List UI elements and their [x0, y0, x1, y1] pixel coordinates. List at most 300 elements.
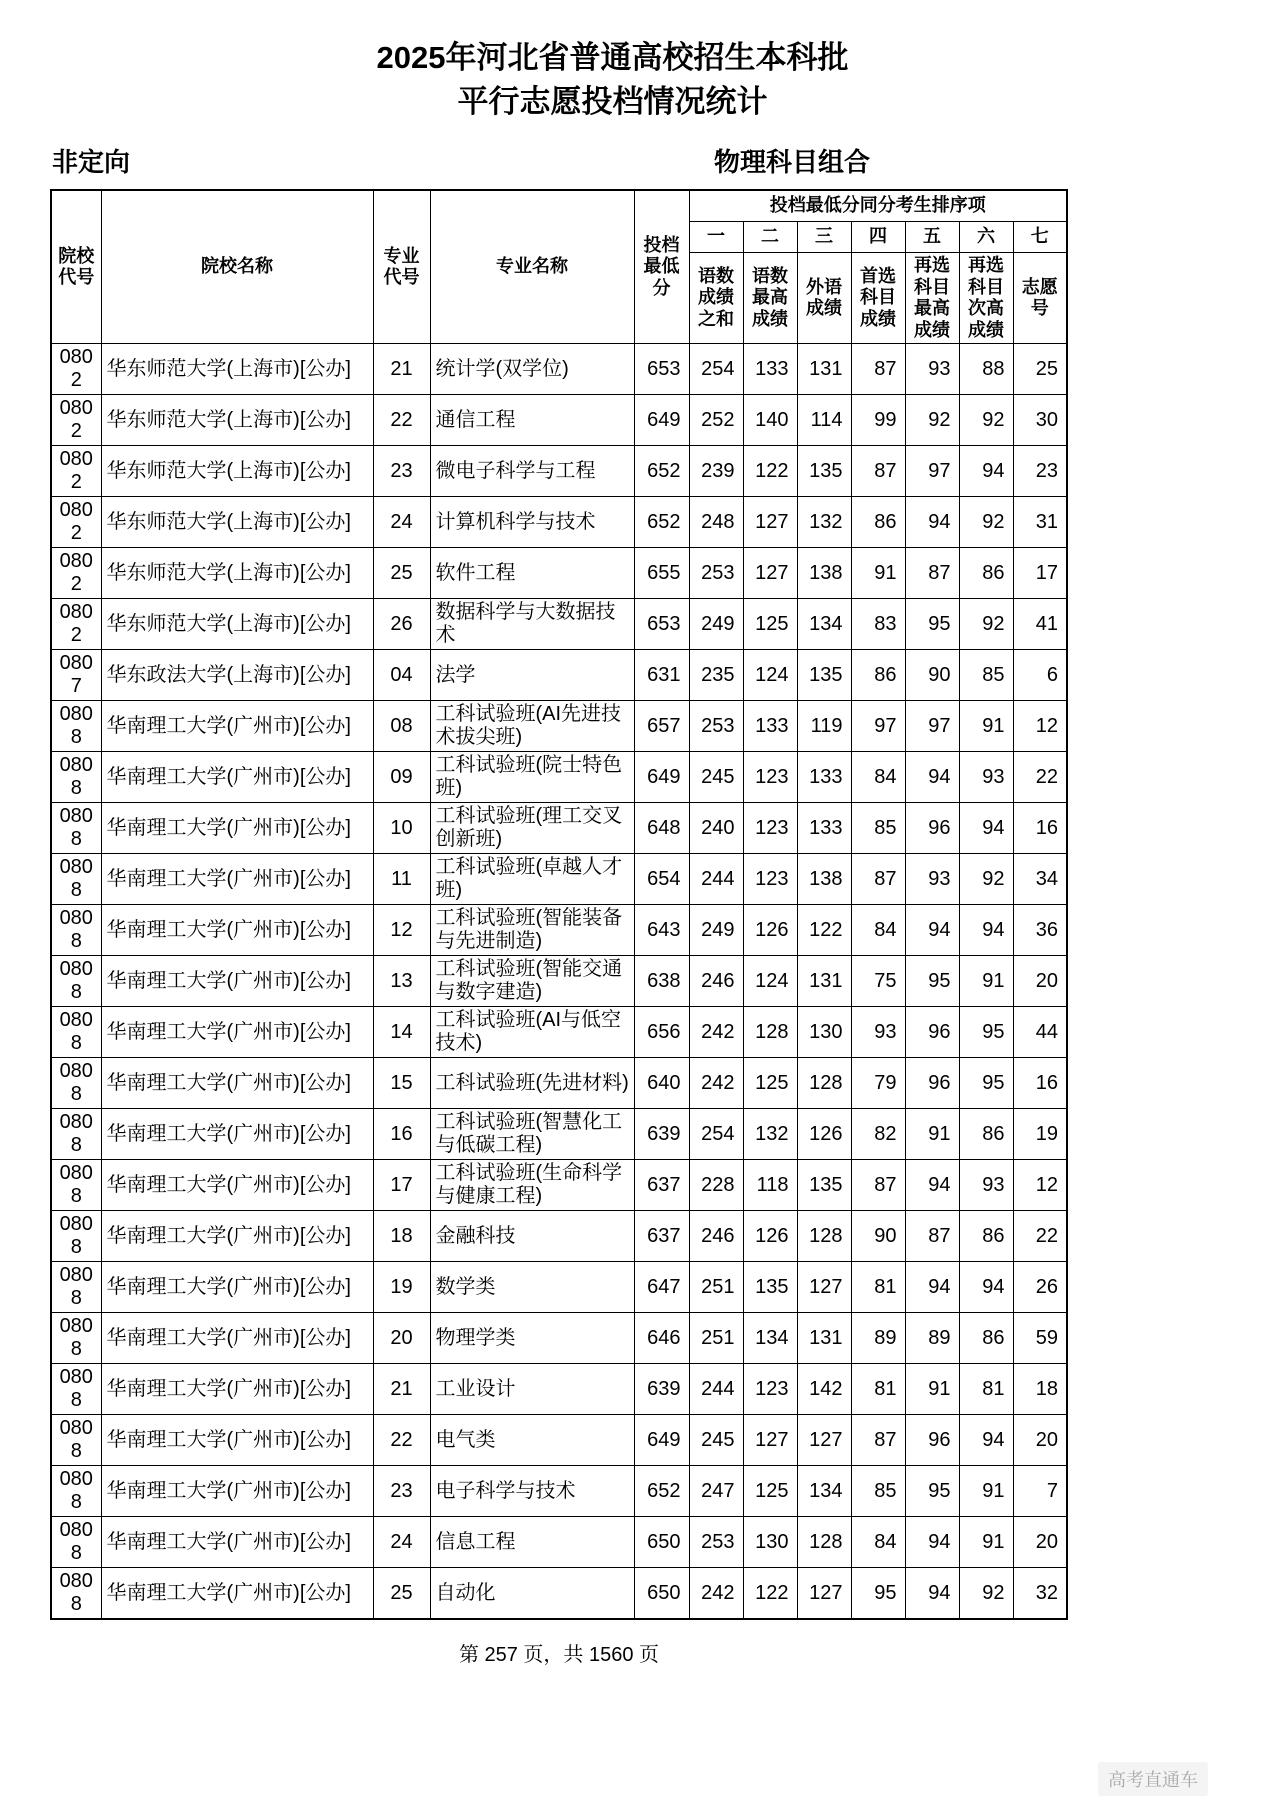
cell-tiebreak-6: 93 [959, 1160, 1013, 1211]
cell-tiebreak-3: 128 [797, 1058, 851, 1109]
cell-min-score: 655 [634, 548, 689, 599]
cell-tiebreak-6: 81 [959, 1364, 1013, 1415]
cell-tiebreak-5: 95 [905, 1466, 959, 1517]
cell-min-score: 637 [634, 1211, 689, 1262]
cell-tiebreak-7: 7 [1013, 1466, 1067, 1517]
cell-college-code: 0808 [51, 956, 101, 1007]
cell-min-score: 643 [634, 905, 689, 956]
cell-college-code: 0808 [51, 1058, 101, 1109]
cell-major-name: 工科试验班(AI先进技术拔尖班) [430, 701, 634, 752]
cell-tiebreak-4: 99 [851, 395, 905, 446]
cell-tiebreak-5: 87 [905, 548, 959, 599]
cell-college-name: 华南理工大学(广州市)[公办] [101, 752, 373, 803]
cell-major-code: 19 [373, 1262, 430, 1313]
cell-college-code: 0808 [51, 905, 101, 956]
cell-tiebreak-2: 133 [743, 344, 797, 395]
cell-tiebreak-3: 127 [797, 1262, 851, 1313]
cell-tiebreak-6: 95 [959, 1007, 1013, 1058]
cell-college-name: 华东师范大学(上海市)[公办] [101, 395, 373, 446]
cell-college-name: 华东师范大学(上海市)[公办] [101, 344, 373, 395]
cell-tiebreak-6: 91 [959, 956, 1013, 1007]
cell-college-code: 0808 [51, 1313, 101, 1364]
cell-college-code: 0808 [51, 1517, 101, 1568]
cell-tiebreak-5: 94 [905, 905, 959, 956]
cell-tiebreak-7: 44 [1013, 1007, 1067, 1058]
table-row [51, 650, 1067, 701]
cell-tiebreak-5: 91 [905, 1109, 959, 1160]
cell-major-code: 17 [373, 1160, 430, 1211]
table-row [51, 752, 1067, 803]
cell-tiebreak-7: 32 [1013, 1568, 1067, 1620]
cell-college-name: 华南理工大学(广州市)[公办] [101, 1364, 373, 1415]
cell-major-name: 工科试验班(智能装备与先进制造) [430, 905, 634, 956]
header-major-code: 专业代号 [373, 190, 430, 344]
cell-tiebreak-7: 20 [1013, 956, 1067, 1007]
cell-min-score: 652 [634, 1466, 689, 1517]
cell-tiebreak-3: 134 [797, 1466, 851, 1517]
cell-min-score: 653 [634, 344, 689, 395]
cell-tiebreak-7: 22 [1013, 1211, 1067, 1262]
cell-tiebreak-7: 59 [1013, 1313, 1067, 1364]
table-row [51, 599, 1067, 650]
cell-tiebreak-4: 82 [851, 1109, 905, 1160]
cell-tiebreak-3: 138 [797, 548, 851, 599]
cell-major-name: 金融科技 [430, 1211, 634, 1262]
watermark: 高考直通车 [1098, 1762, 1208, 1796]
cell-tiebreak-2: 123 [743, 752, 797, 803]
cell-tiebreak-2: 123 [743, 1364, 797, 1415]
cell-tiebreak-2: 132 [743, 1109, 797, 1160]
cell-major-name: 工科试验班(院士特色班) [430, 752, 634, 803]
table-row [51, 905, 1067, 956]
cell-tiebreak-5: 91 [905, 1364, 959, 1415]
cell-tiebreak-3: 133 [797, 803, 851, 854]
cell-major-code: 18 [373, 1211, 430, 1262]
table-row [51, 395, 1067, 446]
cell-min-score: 638 [634, 956, 689, 1007]
cell-tiebreak-5: 95 [905, 956, 959, 1007]
cell-tiebreak-5: 90 [905, 650, 959, 701]
cell-tiebreak-7: 20 [1013, 1415, 1067, 1466]
cell-major-name: 电子科学与技术 [430, 1466, 634, 1517]
cell-college-name: 华南理工大学(广州市)[公办] [101, 1211, 373, 1262]
cell-major-code: 20 [373, 1313, 430, 1364]
header-tiebreak-number-3: 三 [797, 222, 851, 253]
table-row [51, 548, 1067, 599]
cell-tiebreak-3: 122 [797, 905, 851, 956]
cell-tiebreak-2: 127 [743, 497, 797, 548]
cell-tiebreak-4: 84 [851, 905, 905, 956]
cell-major-name: 工科试验班(智能交通与数字建造) [430, 956, 634, 1007]
cell-tiebreak-6: 86 [959, 1211, 1013, 1262]
cell-tiebreak-1: 252 [689, 395, 743, 446]
header-min-score: 投档最低分 [634, 190, 689, 344]
cell-tiebreak-5: 94 [905, 1160, 959, 1211]
cell-major-name: 微电子科学与工程 [430, 446, 634, 497]
cell-tiebreak-4: 75 [851, 956, 905, 1007]
cell-major-code: 25 [373, 548, 430, 599]
cell-college-code: 0808 [51, 1466, 101, 1517]
cell-tiebreak-1: 253 [689, 548, 743, 599]
page-title-line2: 平行志愿投档情况统计 [457, 84, 768, 120]
cell-tiebreak-6: 85 [959, 650, 1013, 701]
cell-tiebreak-7: 30 [1013, 395, 1067, 446]
cell-major-code: 14 [373, 1007, 430, 1058]
cell-tiebreak-3: 138 [797, 854, 851, 905]
cell-college-code: 0808 [51, 701, 101, 752]
cell-min-score: 657 [634, 701, 689, 752]
cell-major-name: 电气类 [430, 1415, 634, 1466]
cell-tiebreak-2: 122 [743, 446, 797, 497]
cell-tiebreak-7: 23 [1013, 446, 1067, 497]
cell-tiebreak-1: 253 [689, 1517, 743, 1568]
cell-major-code: 26 [373, 599, 430, 650]
cell-college-code: 0808 [51, 1160, 101, 1211]
cell-major-name: 物理学类 [430, 1313, 634, 1364]
table-row [51, 1262, 1067, 1313]
cell-college-code: 0808 [51, 1262, 101, 1313]
cell-major-name: 工科试验班(智慧化工与低碳工程) [430, 1109, 634, 1160]
cell-tiebreak-4: 81 [851, 1262, 905, 1313]
cell-tiebreak-7: 19 [1013, 1109, 1067, 1160]
cell-college-code: 0802 [51, 599, 101, 650]
cell-major-name: 工科试验班(先进材料) [430, 1058, 634, 1109]
cell-tiebreak-3: 131 [797, 1313, 851, 1364]
cell-college-name: 华南理工大学(广州市)[公办] [101, 1262, 373, 1313]
cell-major-name: 法学 [430, 650, 634, 701]
cell-tiebreak-4: 84 [851, 752, 905, 803]
cell-major-name: 数学类 [430, 1262, 634, 1313]
cell-tiebreak-3: 132 [797, 497, 851, 548]
header-college-name: 院校名称 [101, 190, 373, 344]
header-tiebreak-number-5: 五 [905, 222, 959, 253]
cell-tiebreak-3: 135 [797, 650, 851, 701]
cell-tiebreak-7: 12 [1013, 701, 1067, 752]
cell-college-code: 0808 [51, 1568, 101, 1620]
cell-tiebreak-7: 41 [1013, 599, 1067, 650]
cell-tiebreak-2: 124 [743, 650, 797, 701]
cell-tiebreak-7: 6 [1013, 650, 1067, 701]
cell-tiebreak-3: 114 [797, 395, 851, 446]
page-title [50, 36, 1175, 124]
cell-tiebreak-5: 89 [905, 1313, 959, 1364]
cell-tiebreak-4: 81 [851, 1364, 905, 1415]
cell-tiebreak-4: 87 [851, 344, 905, 395]
cell-min-score: 631 [634, 650, 689, 701]
cell-min-score: 639 [634, 1109, 689, 1160]
cell-college-name: 华南理工大学(广州市)[公办] [101, 956, 373, 1007]
cell-tiebreak-1: 251 [689, 1262, 743, 1313]
cell-major-code: 21 [373, 344, 430, 395]
cell-major-name: 自动化 [430, 1568, 634, 1620]
cell-tiebreak-5: 95 [905, 599, 959, 650]
cell-major-name: 通信工程 [430, 395, 634, 446]
cell-tiebreak-4: 87 [851, 854, 905, 905]
cell-major-code: 24 [373, 497, 430, 548]
table-row [51, 344, 1067, 395]
cell-college-name: 华南理工大学(广州市)[公办] [101, 905, 373, 956]
cell-tiebreak-7: 26 [1013, 1262, 1067, 1313]
cell-min-score: 649 [634, 395, 689, 446]
cell-major-name: 统计学(双学位) [430, 344, 634, 395]
cell-tiebreak-4: 79 [851, 1058, 905, 1109]
cell-tiebreak-5: 93 [905, 344, 959, 395]
cell-tiebreak-6: 92 [959, 1568, 1013, 1620]
cell-tiebreak-7: 20 [1013, 1517, 1067, 1568]
header-tiebreak-number-7: 七 [1013, 222, 1067, 253]
header-tiebreak-number-4: 四 [851, 222, 905, 253]
cell-college-code: 0802 [51, 497, 101, 548]
cell-college-code: 0808 [51, 1109, 101, 1160]
cell-tiebreak-6: 92 [959, 497, 1013, 548]
cell-college-code: 0808 [51, 803, 101, 854]
cell-college-code: 0808 [51, 1007, 101, 1058]
cell-college-name: 华南理工大学(广州市)[公办] [101, 803, 373, 854]
cell-college-name: 华东师范大学(上海市)[公办] [101, 599, 373, 650]
table-row [51, 1517, 1067, 1568]
cell-tiebreak-3: 135 [797, 446, 851, 497]
cell-tiebreak-2: 126 [743, 905, 797, 956]
cell-min-score: 653 [634, 599, 689, 650]
cell-tiebreak-5: 96 [905, 803, 959, 854]
cell-tiebreak-4: 87 [851, 1160, 905, 1211]
cell-tiebreak-6: 86 [959, 548, 1013, 599]
cell-tiebreak-5: 97 [905, 446, 959, 497]
header-tiebreak-number-2: 二 [743, 222, 797, 253]
cell-tiebreak-7: 17 [1013, 548, 1067, 599]
header-tiebreak-number-1: 一 [689, 222, 743, 253]
cell-tiebreak-2: 125 [743, 599, 797, 650]
cell-tiebreak-6: 92 [959, 395, 1013, 446]
cell-tiebreak-2: 125 [743, 1058, 797, 1109]
cell-major-code: 22 [373, 1415, 430, 1466]
cell-tiebreak-1: 245 [689, 752, 743, 803]
cell-major-code: 12 [373, 905, 430, 956]
cell-tiebreak-3: 128 [797, 1517, 851, 1568]
cell-tiebreak-6: 91 [959, 701, 1013, 752]
cell-tiebreak-7: 25 [1013, 344, 1067, 395]
cell-tiebreak-3: 126 [797, 1109, 851, 1160]
cell-tiebreak-5: 94 [905, 1262, 959, 1313]
cell-tiebreak-1: 235 [689, 650, 743, 701]
admission-table [50, 189, 1068, 1620]
cell-college-code: 0802 [51, 395, 101, 446]
table-row [51, 854, 1067, 905]
table-row [51, 497, 1067, 548]
cell-college-code: 0808 [51, 1364, 101, 1415]
cell-min-score: 640 [634, 1058, 689, 1109]
cell-tiebreak-3: 142 [797, 1364, 851, 1415]
cell-major-code: 25 [373, 1568, 430, 1620]
header-row-group [51, 190, 1067, 222]
page-title-line1: 2025年河北省普通高校招生本科批 [376, 40, 849, 75]
cell-tiebreak-7: 22 [1013, 752, 1067, 803]
header-tiebreak-label-3: 外语成绩 [797, 253, 851, 344]
cell-tiebreak-6: 94 [959, 446, 1013, 497]
cell-tiebreak-6: 94 [959, 905, 1013, 956]
cell-tiebreak-4: 95 [851, 1568, 905, 1620]
table-row [51, 446, 1067, 497]
cell-tiebreak-1: 254 [689, 1109, 743, 1160]
table-row [51, 956, 1067, 1007]
cell-college-name: 华南理工大学(广州市)[公办] [101, 1109, 373, 1160]
cell-tiebreak-2: 127 [743, 548, 797, 599]
cell-tiebreak-6: 88 [959, 344, 1013, 395]
cell-tiebreak-5: 94 [905, 1517, 959, 1568]
cell-tiebreak-6: 94 [959, 1262, 1013, 1313]
cell-tiebreak-2: 127 [743, 1415, 797, 1466]
cell-min-score: 648 [634, 803, 689, 854]
cell-min-score: 652 [634, 497, 689, 548]
table-row [51, 1415, 1067, 1466]
cell-tiebreak-7: 12 [1013, 1160, 1067, 1211]
cell-tiebreak-2: 123 [743, 803, 797, 854]
cell-college-name: 华东师范大学(上海市)[公办] [101, 446, 373, 497]
cell-tiebreak-1: 246 [689, 1211, 743, 1262]
cell-college-name: 华东师范大学(上海市)[公办] [101, 548, 373, 599]
cell-tiebreak-3: 131 [797, 344, 851, 395]
cell-tiebreak-2: 118 [743, 1160, 797, 1211]
cell-tiebreak-1: 251 [689, 1313, 743, 1364]
cell-tiebreak-7: 16 [1013, 1058, 1067, 1109]
cell-tiebreak-1: 247 [689, 1466, 743, 1517]
cell-tiebreak-4: 90 [851, 1211, 905, 1262]
cell-college-name: 华南理工大学(广州市)[公办] [101, 1415, 373, 1466]
cell-tiebreak-5: 94 [905, 497, 959, 548]
cell-tiebreak-1: 249 [689, 599, 743, 650]
cell-tiebreak-3: 133 [797, 752, 851, 803]
cell-tiebreak-3: 131 [797, 956, 851, 1007]
cell-major-name: 数据科学与大数据技术 [430, 599, 634, 650]
cell-college-code: 0807 [51, 650, 101, 701]
header-tiebreak-label-5: 再选科目最高成绩 [905, 253, 959, 344]
cell-tiebreak-3: 127 [797, 1568, 851, 1620]
cell-tiebreak-3: 128 [797, 1211, 851, 1262]
cell-tiebreak-1: 249 [689, 905, 743, 956]
cell-tiebreak-7: 16 [1013, 803, 1067, 854]
cell-tiebreak-6: 94 [959, 1415, 1013, 1466]
cell-tiebreak-6: 94 [959, 803, 1013, 854]
cell-tiebreak-1: 246 [689, 956, 743, 1007]
cell-major-code: 15 [373, 1058, 430, 1109]
cell-tiebreak-2: 140 [743, 395, 797, 446]
section-labels [52, 142, 1070, 179]
cell-major-code: 21 [373, 1364, 430, 1415]
cell-major-name: 工科试验班(卓越人才班) [430, 854, 634, 905]
cell-major-name: 工科试验班(理工交叉创新班) [430, 803, 634, 854]
cell-tiebreak-6: 95 [959, 1058, 1013, 1109]
cell-tiebreak-4: 84 [851, 1517, 905, 1568]
cell-tiebreak-6: 86 [959, 1313, 1013, 1364]
cell-major-name: 软件工程 [430, 548, 634, 599]
cell-college-code: 0808 [51, 1211, 101, 1262]
cell-tiebreak-1: 248 [689, 497, 743, 548]
cell-tiebreak-4: 97 [851, 701, 905, 752]
cell-tiebreak-1: 228 [689, 1160, 743, 1211]
cell-tiebreak-1: 239 [689, 446, 743, 497]
cell-min-score: 650 [634, 1517, 689, 1568]
cell-college-name: 华南理工大学(广州市)[公办] [101, 1517, 373, 1568]
cell-tiebreak-2: 122 [743, 1568, 797, 1620]
cell-major-name: 工科试验班(AI与低空技术) [430, 1007, 634, 1058]
cell-college-name: 华南理工大学(广州市)[公办] [101, 1160, 373, 1211]
cell-tiebreak-6: 93 [959, 752, 1013, 803]
cell-major-code: 08 [373, 701, 430, 752]
cell-tiebreak-2: 134 [743, 1313, 797, 1364]
cell-tiebreak-5: 94 [905, 1568, 959, 1620]
cell-tiebreak-5: 93 [905, 854, 959, 905]
cell-tiebreak-7: 18 [1013, 1364, 1067, 1415]
cell-tiebreak-2: 130 [743, 1517, 797, 1568]
header-tiebreak-number-6: 六 [959, 222, 1013, 253]
cell-min-score: 639 [634, 1364, 689, 1415]
cell-tiebreak-6: 91 [959, 1517, 1013, 1568]
cell-tiebreak-3: 119 [797, 701, 851, 752]
cell-tiebreak-4: 86 [851, 650, 905, 701]
cell-tiebreak-2: 124 [743, 956, 797, 1007]
cell-tiebreak-1: 240 [689, 803, 743, 854]
cell-major-name: 工业设计 [430, 1364, 634, 1415]
table-row [51, 1160, 1067, 1211]
cell-tiebreak-2: 128 [743, 1007, 797, 1058]
cell-min-score: 654 [634, 854, 689, 905]
cell-tiebreak-1: 242 [689, 1058, 743, 1109]
cell-college-name: 华南理工大学(广州市)[公办] [101, 1568, 373, 1620]
header-tiebreak-label-6: 再选科目次高成绩 [959, 253, 1013, 344]
cell-tiebreak-1: 253 [689, 701, 743, 752]
cell-tiebreak-5: 96 [905, 1058, 959, 1109]
table-row [51, 1058, 1067, 1109]
header-tiebreak-label-7: 志愿号 [1013, 253, 1067, 344]
cell-min-score: 656 [634, 1007, 689, 1058]
cell-tiebreak-6: 86 [959, 1109, 1013, 1160]
cell-major-code: 24 [373, 1517, 430, 1568]
cell-min-score: 650 [634, 1568, 689, 1620]
cell-college-code: 0808 [51, 752, 101, 803]
table-row [51, 1313, 1067, 1364]
cell-tiebreak-7: 31 [1013, 497, 1067, 548]
cell-tiebreak-4: 83 [851, 599, 905, 650]
page-number: 第 257 页，共 1560 页 [458, 1644, 660, 1667]
cell-major-code: 22 [373, 395, 430, 446]
header-tiebreak-label-1: 语数成绩之和 [689, 253, 743, 344]
cell-major-code: 16 [373, 1109, 430, 1160]
cell-major-code: 11 [373, 854, 430, 905]
cell-major-code: 09 [373, 752, 430, 803]
plan-type-label: 非定向 [52, 147, 131, 178]
cell-tiebreak-5: 92 [905, 395, 959, 446]
cell-tiebreak-4: 85 [851, 803, 905, 854]
table-row [51, 1466, 1067, 1517]
cell-college-name: 华南理工大学(广州市)[公办] [101, 701, 373, 752]
cell-min-score: 647 [634, 1262, 689, 1313]
cell-tiebreak-3: 134 [797, 599, 851, 650]
cell-college-code: 0802 [51, 548, 101, 599]
cell-major-name: 计算机科学与技术 [430, 497, 634, 548]
cell-tiebreak-2: 125 [743, 1466, 797, 1517]
cell-college-name: 华南理工大学(广州市)[公办] [101, 854, 373, 905]
cell-college-code: 0808 [51, 1415, 101, 1466]
cell-tiebreak-2: 135 [743, 1262, 797, 1313]
cell-tiebreak-7: 36 [1013, 905, 1067, 956]
cell-college-name: 华南理工大学(广州市)[公办] [101, 1058, 373, 1109]
table-header [51, 190, 1067, 344]
header-tiebreak-label-4: 首选科目成绩 [851, 253, 905, 344]
header-college-code: 院校代号 [51, 190, 101, 344]
cell-min-score: 652 [634, 446, 689, 497]
table-body [51, 344, 1067, 1620]
cell-college-name: 华南理工大学(广州市)[公办] [101, 1466, 373, 1517]
